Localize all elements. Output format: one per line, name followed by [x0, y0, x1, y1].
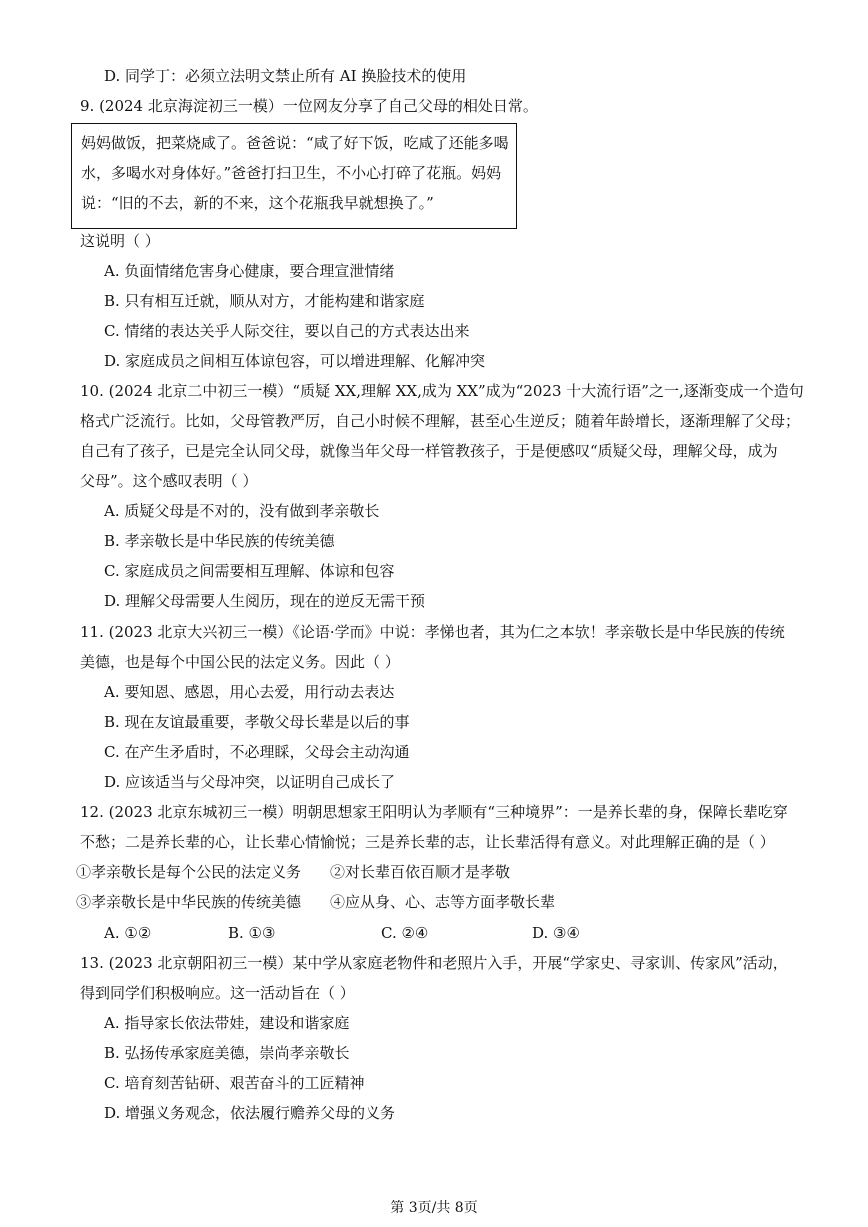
q9-box-line: 水，多喝水对身体好。”爸爸打扫卫生，不小心打碎了花瓶。妈妈 [81, 164, 502, 182]
q13-option-a: A. 指导家长依法带娃，建设和谐家庭 [104, 1014, 350, 1032]
q12-choice-c: C. ②④ [381, 924, 429, 942]
q12-item-2: ②对长辈百依百顺才是孝敬 [330, 863, 511, 881]
q12-item-1: ①孝亲敬长是每个公民的法定义务 [76, 863, 302, 881]
q10-stem-line: 格式广泛流行。比如，父母管教严厉，自己小时候不理解，甚至心生逆反；随着年龄增长，逐渐理解了父母； [80, 412, 801, 430]
q9-quote-box [71, 123, 517, 229]
q11-option-b: B. 现在友谊最重要，孝敬父母长辈是以后的事 [104, 713, 410, 731]
q10-stem-line: 父母”。这个感叹表明（ ） [80, 472, 258, 490]
q13-stem-line: 13. (2023 北京朝阳初三一模）某中学从家庭老物件和老照片入手，开展“学家史、寻家训、传家风”活动， [80, 954, 788, 972]
q13-option-d: D. 增强义务观念，依法履行赡养父母的义务 [104, 1104, 396, 1122]
q10-option-b: B. 孝亲敬长是中华民族的传统美德 [104, 532, 335, 550]
q12-item-4: ④应从身、心、志等方面孝敬长辈 [330, 893, 556, 911]
q11-option-a: A. 要知恩、感恩，用心去爱，用行动去表达 [104, 683, 395, 701]
q9-prompt: 这说明（ ） [80, 232, 160, 250]
q8-option-d: D. 同学丁：必须立法明文禁止所有 AI 换脸技术的使用 [104, 67, 467, 85]
page-number: 第 3页/共 8页 [390, 1200, 478, 1216]
q9-box-line: 说：“旧的不去，新的不来，这个花瓶我早就想换了。” [81, 194, 434, 212]
q12-item-3: ③孝亲敬长是中华民族的传统美德 [76, 893, 302, 911]
q10-option-a: A. 质疑父母是不对的，没有做到孝亲敬长 [104, 502, 380, 520]
q9-stem: 9. (2024 北京海淀初三一模）一位网友分享了自己父母的相处日常。 [80, 97, 538, 115]
q13-stem-line: 得到同学们积极响应。这一活动旨在（ ） [80, 984, 355, 1002]
q11-option-c: C. 在产生矛盾时，不必理睬，父母会主动沟通 [104, 743, 410, 761]
q11-option-d: D. 应该适当与父母冲突，以证明自己成长了 [104, 773, 396, 791]
q10-option-d: D. 理解父母需要人生阅历，现在的逆反无需干预 [104, 592, 426, 610]
q10-option-c: C. 家庭成员之间需要相互理解、体谅和包容 [104, 562, 395, 580]
q12-choice-b: B. ①③ [228, 924, 276, 942]
q13-option-c: C. 培育刻苦钻研、艰苦奋斗的工匠精神 [104, 1074, 365, 1092]
q9-box-line: 妈妈做饭，把菜烧咸了。爸爸说：“咸了好下饭，吃咸了还能多喝 [81, 134, 509, 152]
q9-option-b: B. 只有相互迁就，顺从对方，才能构建和谐家庭 [104, 292, 425, 310]
q9-option-d: D. 家庭成员之间相互体谅包容，可以增进理解、化解冲突 [104, 352, 486, 370]
q10-stem-line: 10. (2024 北京二中初三一模）“质疑 XX,理解 XX,成为 XX”成为“2023 十大流行语”之一,逐渐变成一个造句 [80, 382, 804, 400]
q12-stem-line: 不愁；二是养长辈的心，让长辈心情愉悦；三是养长辈的志，让长辈活得有意义。对此理解正确的是（ ） [80, 833, 775, 851]
q12-choice-a: A. ①② [104, 924, 152, 942]
q12-stem-line: 12. (2023 北京东城初三一模）明朝思想家王阳明认为孝顺有“三种境界”：一是养长辈的身，保障长辈吃穿 [80, 803, 788, 821]
q11-stem-line: 11. (2023 北京大兴初三一模）《论语·学而》中说：孝悌也者，其为仁之本欤！孝亲敬长是中华民族的传统 [80, 623, 785, 641]
q9-option-c: C. 情绪的表达关乎人际交往，要以自己的方式表达出来 [104, 322, 470, 340]
q13-option-b: B. 弘扬传承家庭美德，崇尚孝亲敬长 [104, 1044, 350, 1062]
q11-stem-line: 美德，也是每个中国公民的法定义务。因此（ ） [80, 653, 400, 671]
q10-stem-line: 自己有了孩子，已是完全认同父母，就像当年父母一样管教孩子，于是便感叹“质疑父母，理解父母，成为 [80, 442, 778, 460]
q12-choice-d: D. ③④ [532, 924, 580, 942]
q9-option-a: A. 负面情绪危害身心健康，要合理宣泄情绪 [104, 262, 395, 280]
